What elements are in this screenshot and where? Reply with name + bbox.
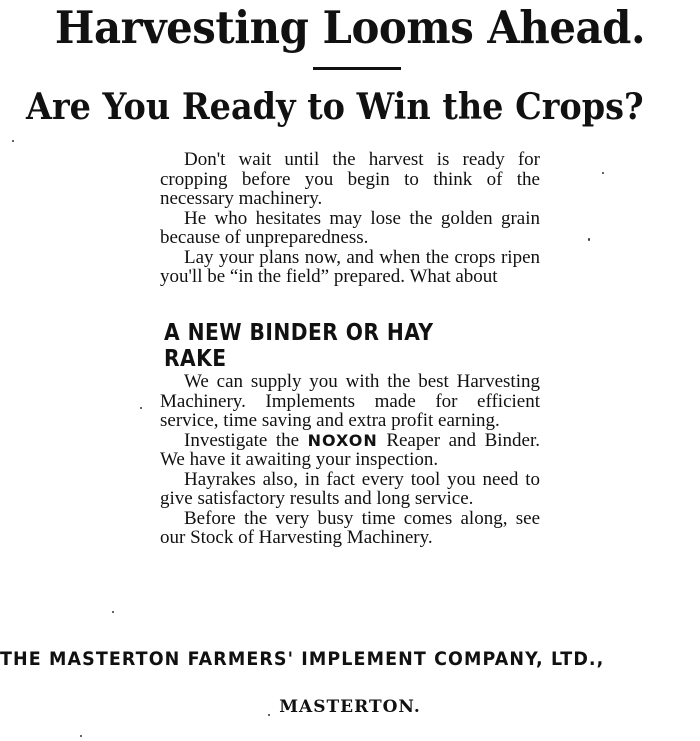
noxon-brand: NOXON xyxy=(307,430,378,450)
print-speck xyxy=(588,238,590,241)
intro-paragraph: Don't wait until the harvest is ready for cropping before you begin to think of the necessary machinery. xyxy=(160,149,540,209)
divider-rule xyxy=(313,67,401,70)
noxon-text-after: Reaper and Binder. We have it awaiting your inspection. xyxy=(160,429,540,470)
binder-heading: A NEW BINDER OR HAY RAKE xyxy=(164,320,434,372)
intro-paragraph: He who hesitates may lose the golden grain because of unpreparedness. xyxy=(160,207,540,248)
town-name: MASTERTON. xyxy=(279,697,421,717)
noxon-text-before: Investigate the xyxy=(184,429,300,451)
subheadline: Are You Ready to Win the Crops? xyxy=(25,86,644,128)
print-speck xyxy=(140,407,142,409)
print-speck xyxy=(268,714,270,716)
body-paragraph xyxy=(160,431,540,470)
body-text-block xyxy=(160,372,540,548)
company-name: THE MASTERTON FARMERS' IMPLEMENT COMPANY, LTD., xyxy=(0,648,605,670)
intro-text-block xyxy=(160,150,540,287)
print-speck xyxy=(12,140,14,142)
headline: Harvesting Looms Ahead. xyxy=(54,1,646,54)
print-speck xyxy=(112,611,114,613)
body-paragraph: We can supply you with the best Harvesting Machinery. Implements made for efficient service, time saving and extra profit earning. xyxy=(160,371,540,431)
print-speck xyxy=(602,172,604,174)
body-paragraph: Before the very busy time comes along, see our Stock of Harvesting Machinery. xyxy=(160,507,540,548)
intro-paragraph: Lay your plans now, and when the crops ripen you'll be “in the field” prepared. What about xyxy=(160,246,540,287)
print-speck xyxy=(80,735,82,737)
body-paragraph: Hayrakes also, in fact every tool you need to give satisfactory results and long service. xyxy=(160,468,540,509)
